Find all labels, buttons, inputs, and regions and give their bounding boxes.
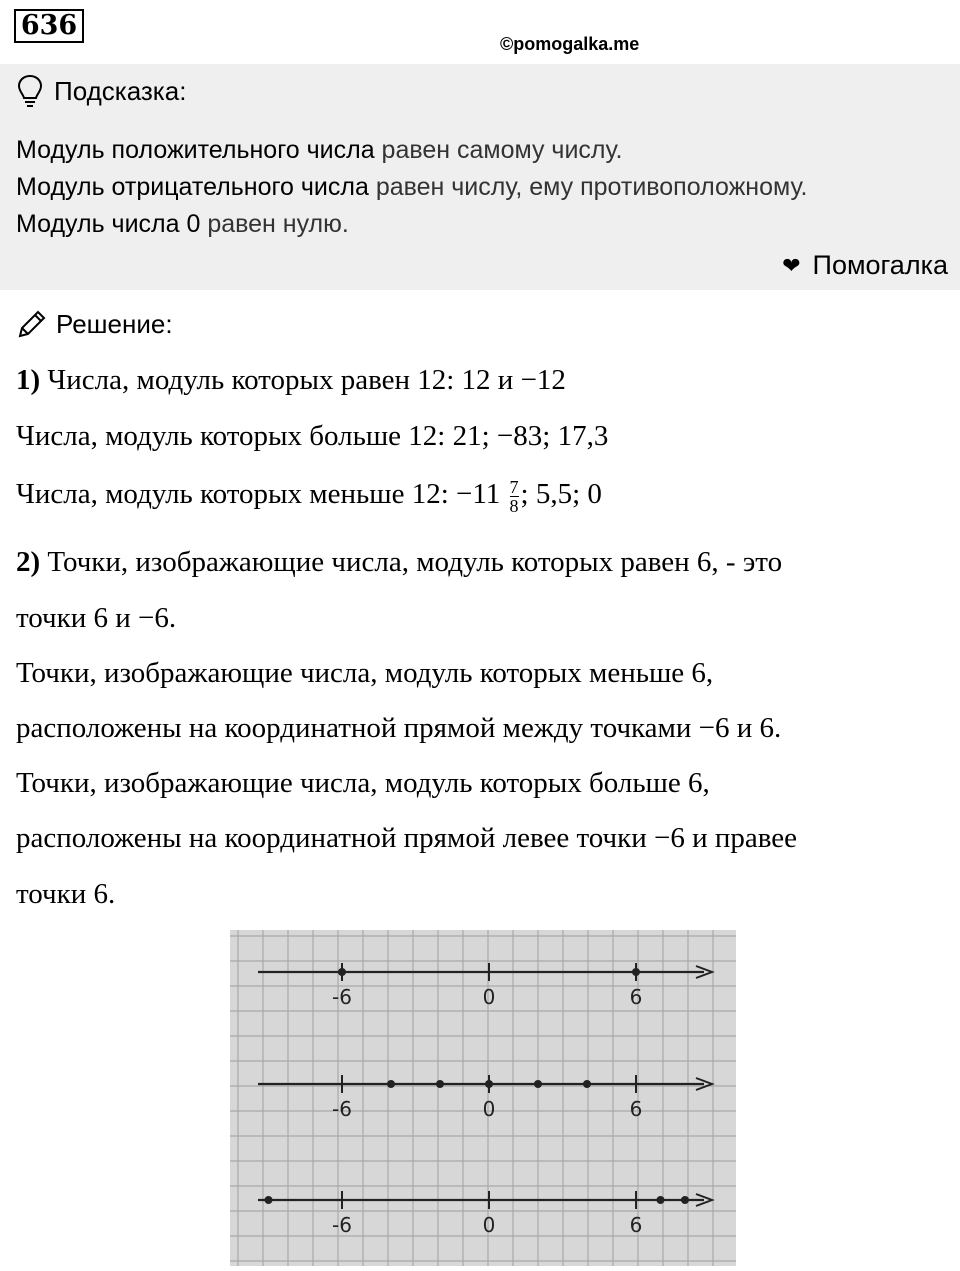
number-lines-figure: [230, 930, 736, 1266]
solution-line: Точки, изображающие числа, модуль которых меньше 6,: [16, 657, 714, 689]
hint-row: [16, 206, 807, 243]
hint-row-bold: Модуль положительного числа: [16, 136, 375, 164]
point-dot: [485, 1080, 493, 1088]
tick-label: 0: [482, 985, 496, 1009]
hint-row: [16, 132, 807, 169]
pencil-icon: [16, 308, 48, 340]
fraction: [510, 478, 519, 515]
solution-line: [16, 546, 782, 579]
part-number: 2): [16, 546, 41, 578]
point-dot: [387, 1080, 395, 1088]
point-dot: [583, 1080, 591, 1088]
solution-heading: [16, 308, 173, 340]
point-dot: [534, 1080, 542, 1088]
hint-heading: [16, 74, 186, 108]
solution-line: расположены на координатной прямой левее точки −6 и правее: [16, 822, 798, 854]
solution-line: [16, 478, 602, 515]
hint-row-text: равен нулю.: [200, 210, 349, 238]
hint-row-text: равен самому числу.: [374, 136, 623, 164]
point-dot: [632, 968, 640, 976]
tick-label: -6: [332, 1213, 352, 1237]
line-text: Точки, изображающие числа, модуль которых равен 6, - это: [40, 546, 783, 578]
brand-signature: [782, 250, 948, 281]
tick-label: 6: [629, 1097, 643, 1121]
hint-row: [16, 169, 807, 206]
lightbulb-icon: [16, 74, 44, 108]
tick-label: 6: [629, 985, 643, 1009]
point-dot: [265, 1196, 273, 1204]
hint-row-bold: Модуль числа 0: [16, 210, 201, 238]
solution-line: точки 6 и −6.: [16, 602, 177, 634]
solution-line: [16, 364, 566, 397]
solution-title: Решение:: [56, 308, 173, 339]
hint-row-text: равен числу, ему противоположному.: [368, 173, 808, 201]
point-dot: [657, 1196, 665, 1204]
point-dot: [338, 968, 346, 976]
hint-row-bold: Модуль отрицательного числа: [16, 173, 369, 201]
heart-icon: ❤: [782, 252, 801, 278]
hint-body: [16, 132, 807, 243]
fraction-denominator: 8: [509, 496, 519, 516]
solution-line: Числа, модуль которых больше 12: 21; −83; 17,3: [16, 420, 609, 452]
tick-label: 6: [629, 1213, 643, 1237]
watermark: ©pomogalka.me: [500, 34, 640, 54]
line-text: Числа, модуль которых равен 12: 12 и −12: [40, 364, 566, 396]
brand-name: Помогалка: [812, 250, 948, 280]
tick-label: -6: [332, 985, 352, 1009]
task-number: 636: [14, 9, 84, 43]
solution-line: Точки, изображающие числа, модуль которых больше 6,: [16, 767, 710, 799]
point-dot: [681, 1196, 689, 1204]
part-number: 1): [16, 364, 41, 396]
number-lines-photo: [230, 930, 736, 1266]
solution-line: точки 6.: [16, 878, 116, 910]
tick-label: 0: [482, 1097, 496, 1121]
fraction-numerator: 7: [509, 477, 519, 497]
hint-title: Подсказка:: [54, 75, 187, 106]
solution-line: расположены на координатной прямой между точками −6 и 6.: [16, 712, 782, 744]
hint-panel: [0, 64, 960, 290]
tick-label: 0: [482, 1213, 496, 1237]
line-text: Числа, модуль которых меньше 12: −11: [16, 478, 501, 511]
line-text: ; 5,5; 0: [520, 478, 602, 511]
point-dot: [436, 1080, 444, 1088]
tick-label: -6: [332, 1097, 352, 1121]
